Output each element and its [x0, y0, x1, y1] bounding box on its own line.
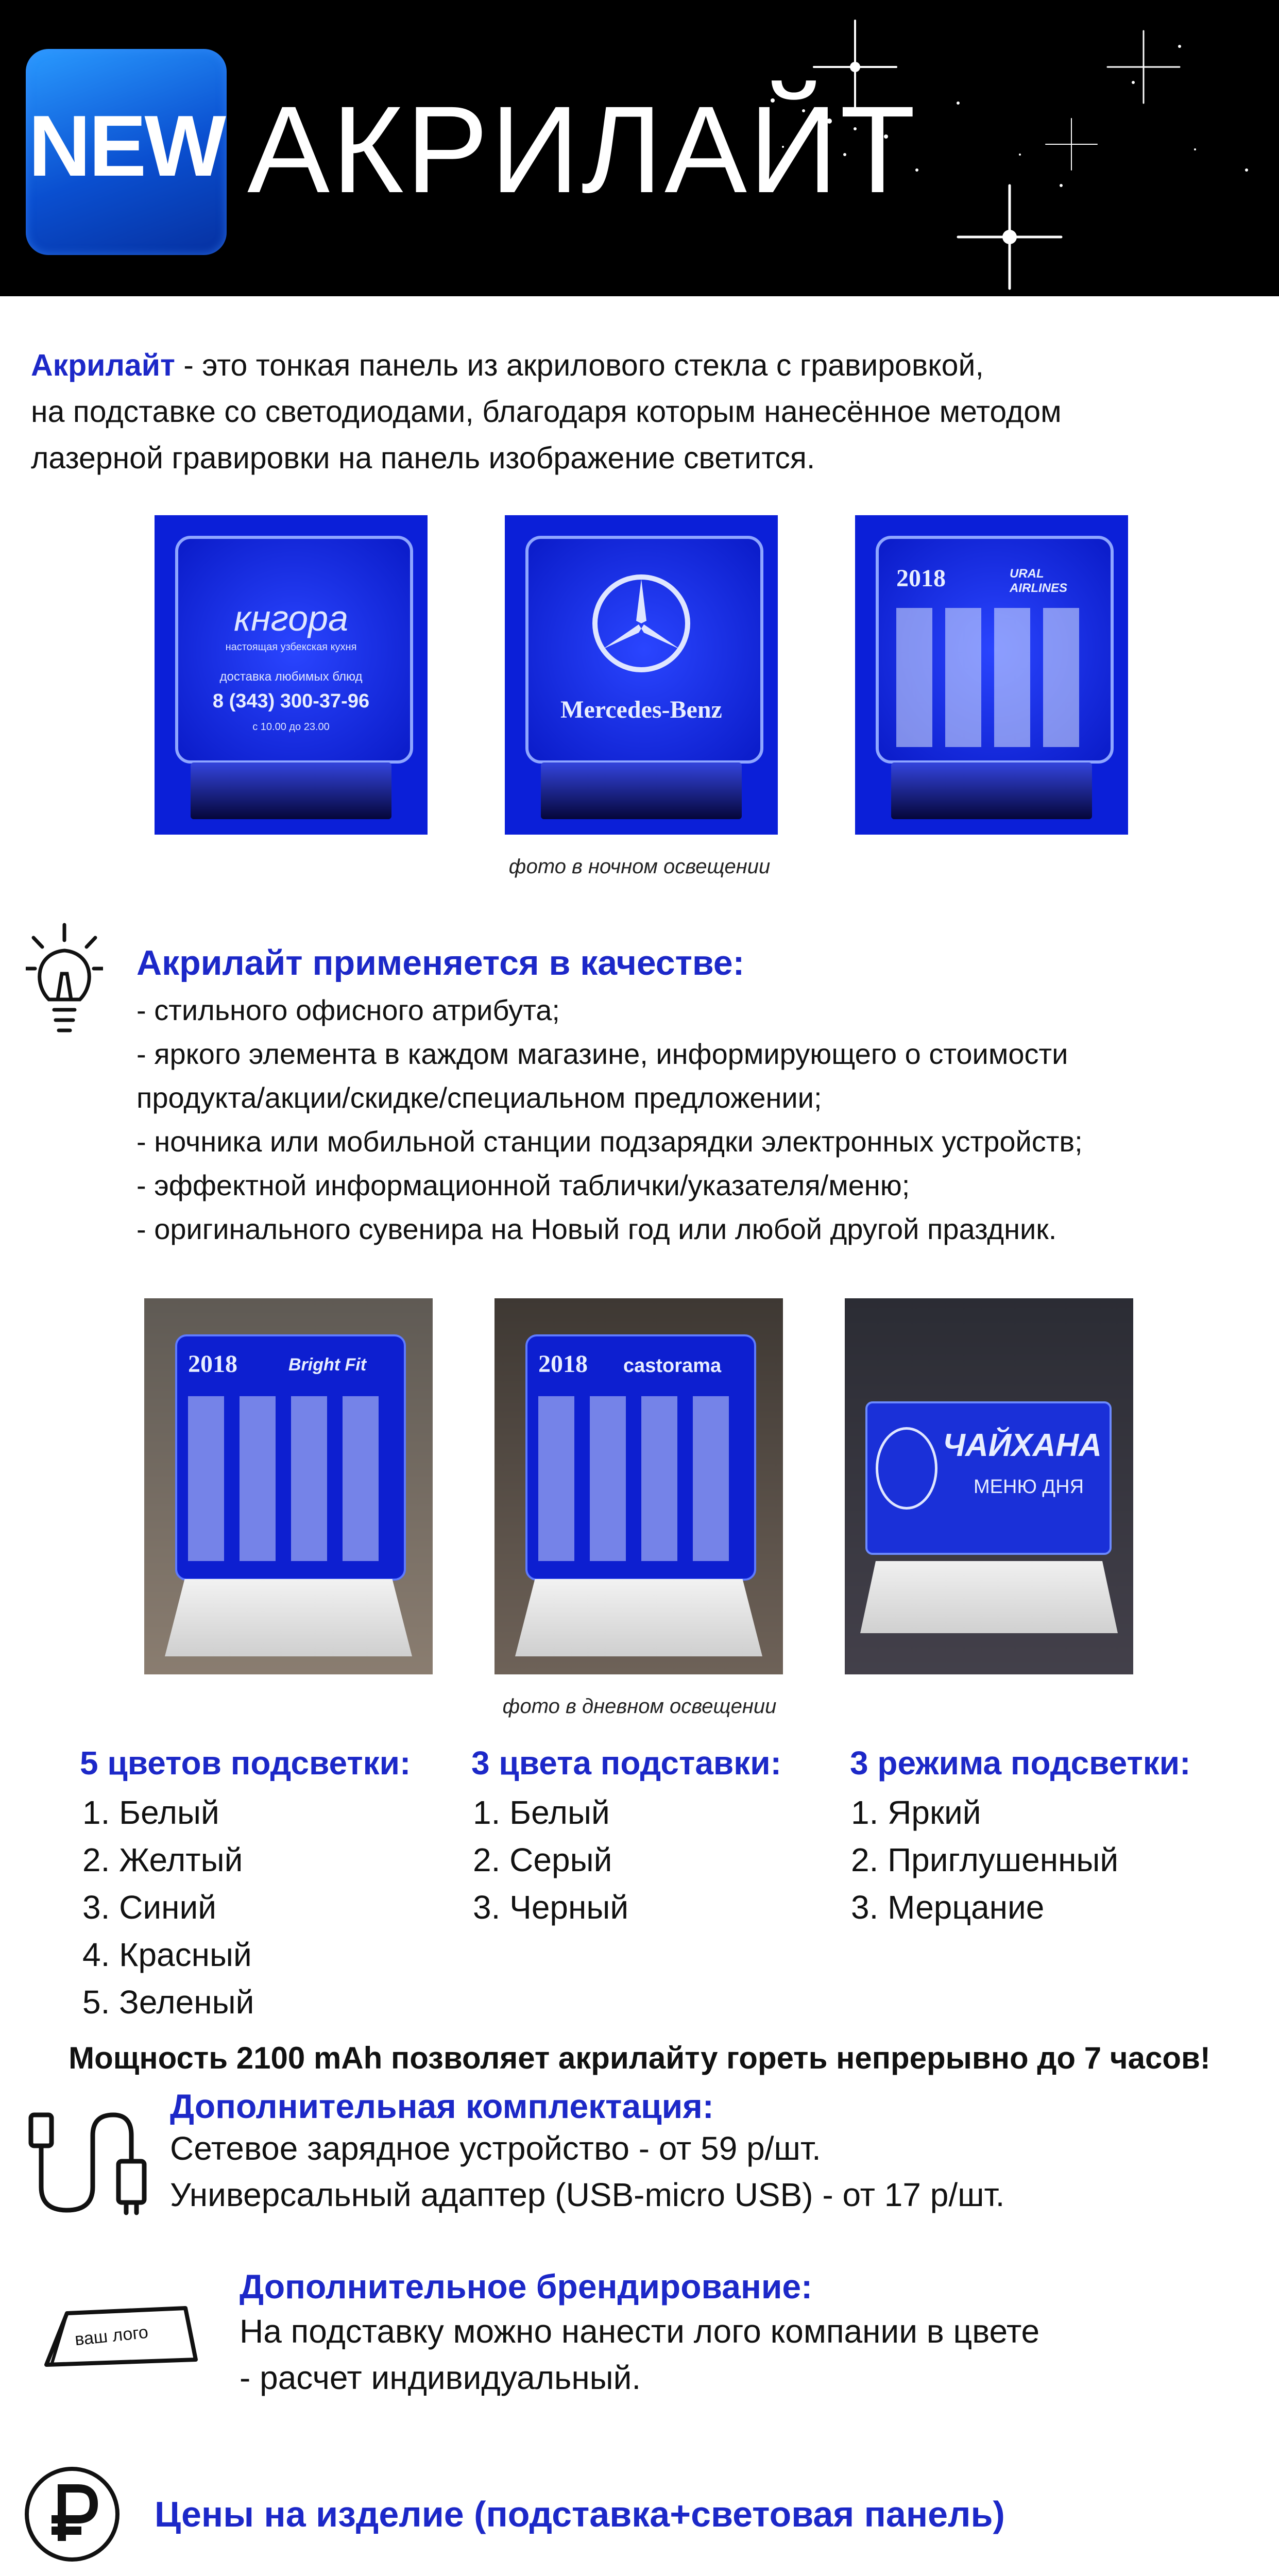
- uses-item-4: - ночника или мобильной станции подзарядки электронных устройств;: [137, 1125, 1083, 1158]
- prices-heading: Цены на изделие (подставка+световая панель): [155, 2494, 1005, 2534]
- night-photo-mercedes: [505, 515, 778, 835]
- intro-line-3: лазерной гравировки на панель изображение светится.: [31, 441, 815, 475]
- day-photo-chaihana-sub: МЕНЮ ДНЯ: [974, 1476, 1084, 1498]
- day-photo-castorama-year: 2018: [538, 1350, 588, 1378]
- chef-illustration: [876, 1427, 937, 1510]
- modes-item-2: 2. Приглушенный: [851, 1841, 1119, 1878]
- night-photo-ural-year: 2018: [896, 565, 946, 592]
- calendar-grid: [188, 1396, 389, 1561]
- calendar-grid: [538, 1396, 739, 1561]
- page-title: АКРИЛАЙТ: [247, 80, 918, 218]
- branding-line-1: На подставку можно нанести лого компании в цвете: [240, 2313, 1040, 2350]
- modes-item-3: 3. Мерцание: [851, 1889, 1045, 1926]
- stand-item-1: 1. Белый: [473, 1794, 610, 1831]
- day-photo-castorama-brand: castorama: [623, 1355, 722, 1377]
- uses-heading: Акрилайт применяется в качестве:: [137, 943, 745, 982]
- night-photo-kingora-hours: с 10.00 до 23.00: [252, 721, 330, 733]
- branding-heading: Дополнительное брендирование:: [240, 2267, 813, 2306]
- night-photo-kingora-brand: кнгора: [233, 598, 349, 638]
- colors-item-4: 4. Красный: [82, 1936, 252, 1973]
- new-badge: [26, 49, 227, 255]
- stand-item-2: 2. Серый: [473, 1841, 612, 1878]
- night-caption: фото в ночном освещении: [508, 855, 771, 878]
- power-note: Мощность 2100 mAh позволяет акрилайту гореть непрерывно до 7 часов!: [69, 2041, 1210, 2075]
- uses-item-5: - эффектной информационной таблички/указателя/меню;: [137, 1169, 910, 1201]
- night-photo-kingora: [155, 515, 428, 835]
- uses-item-6: - оригинального сувенира на Новый год или любой другой праздник.: [137, 1213, 1057, 1245]
- modes-item-1: 1. Яркий: [851, 1794, 981, 1831]
- charger-cable-icon: [21, 2099, 149, 2218]
- lightbulb-icon: [26, 922, 103, 1041]
- day-caption: фото в дневном освещении: [502, 1695, 777, 1718]
- night-photo-kingora-phone: 8 (343) 300-37-96: [212, 690, 370, 712]
- uses-item-3: продукта/акции/скидке/специальном предложении;: [137, 1081, 822, 1114]
- white-stand: [860, 1561, 1118, 1633]
- colors-item-3: 3. Синий: [82, 1889, 216, 1926]
- stand-item-3: 3. Черный: [473, 1889, 629, 1926]
- logo-stand-icon: [31, 2303, 206, 2375]
- day-photo-brightfit-year: 2018: [188, 1350, 237, 1378]
- colors-title: 5 цветов подсветки:: [80, 1744, 411, 1782]
- white-stand: [515, 1579, 762, 1656]
- intro-line-2: на подставке со светодиодами, благодаря которым нанесённое методом: [31, 395, 1062, 429]
- branding-line-2: - расчет индивидуальный.: [240, 2359, 641, 2396]
- extras-line-1: Сетевое зарядное устройство - от 59 р/шт.: [170, 2130, 821, 2167]
- intro-text-1: - это тонкая панель из акрилового стекла с гравировкой,: [175, 348, 984, 382]
- day-photo-chaihana-brand: ЧАЙХАНА: [943, 1428, 1102, 1463]
- uses-item-2: - яркого элемента в каждом магазине, информирующего о стоимости: [137, 1038, 1068, 1070]
- night-photo-ural-brand: URAL AIRLINES: [1010, 567, 1068, 595]
- intro-line-1: [31, 340, 984, 391]
- intro-lead: Акрилайт: [31, 348, 175, 382]
- day-photo-brightfit-brand: Bright Fit: [288, 1355, 367, 1375]
- night-photo-kingora-sub: настоящая узбекская кухня: [225, 641, 357, 653]
- night-photo-ural: [855, 515, 1128, 835]
- colors-item-2: 2. Желтый: [82, 1841, 243, 1878]
- header-banner: [0, 0, 1279, 296]
- night-photo-mercedes-brand: Mercedes-Benz: [560, 696, 722, 723]
- calendar-grid: [896, 608, 1087, 747]
- night-photo-kingora-line: доставка любимых блюд: [219, 670, 363, 684]
- uses-item-1: - стильного офисного атрибута;: [137, 994, 560, 1026]
- colors-item-5: 5. Зеленый: [82, 1984, 254, 2021]
- day-photo-chaihana: [845, 1298, 1133, 1674]
- day-photo-castorama: [494, 1298, 783, 1674]
- day-photo-brightfit: [144, 1298, 433, 1674]
- extras-heading: Дополнительная комплектация:: [170, 2087, 714, 2125]
- white-stand: [165, 1579, 412, 1656]
- stand-title: 3 цвета подставки:: [471, 1744, 781, 1782]
- logo-stand-label: ваш лого: [74, 2322, 149, 2350]
- new-badge-label: NEW: [28, 97, 224, 194]
- modes-title: 3 режима подсветки:: [850, 1744, 1191, 1782]
- extras-line-2: Универсальный адаптер (USB-micro USB) - от 17 р/шт.: [170, 2176, 1005, 2213]
- ruble-icon: [21, 2463, 124, 2566]
- mercedes-star-icon: [590, 572, 693, 675]
- colors-item-1: 1. Белый: [82, 1794, 219, 1831]
